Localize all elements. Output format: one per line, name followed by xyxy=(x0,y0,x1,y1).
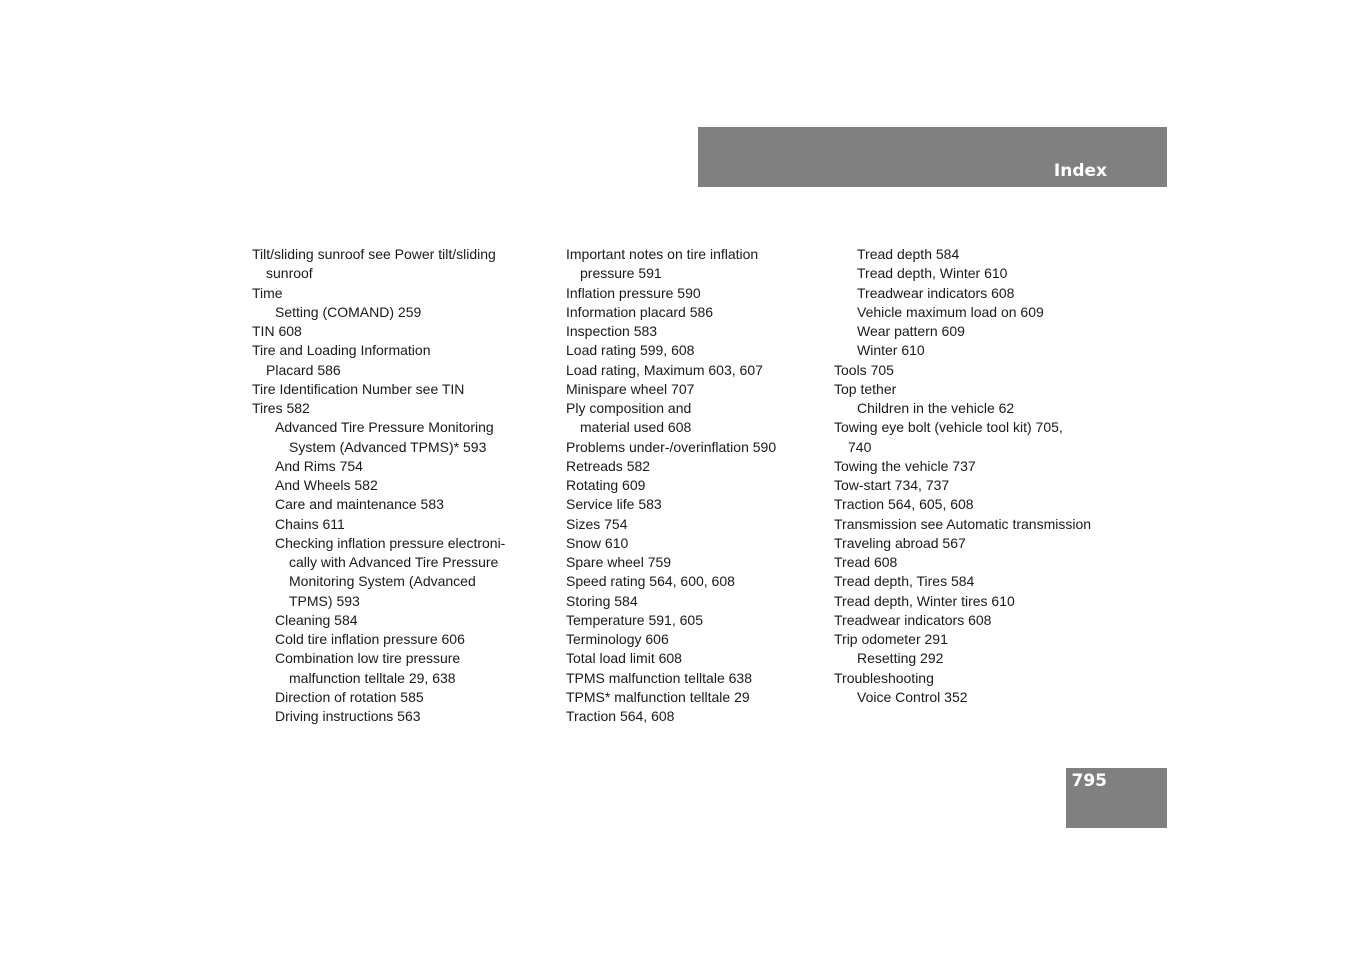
index-entry: Terminology 606 xyxy=(566,631,669,647)
index-entry: Time xyxy=(252,284,283,301)
index-subentry: Tread depth 584 xyxy=(857,246,960,262)
index-subentry: Combination low tire pressure xyxy=(275,650,461,667)
index-subentry: Winter 610 xyxy=(857,342,925,359)
index-subentry: Vehicle maximum load on 609 xyxy=(857,303,1044,320)
index-subentry: Advanced Tire Pressure Monitoring xyxy=(275,419,494,436)
index-entry-continuation: pressure 591 xyxy=(580,265,662,282)
index-entry: Retreads 582 xyxy=(566,457,651,474)
index-subentry: Cleaning 584 xyxy=(275,611,358,628)
index-entry: Tools 705 xyxy=(834,361,894,378)
index-entry-continuation: cally with Advanced Tire Pressure xyxy=(289,554,499,570)
index-subentry: Driving instructions 563 xyxy=(275,708,421,724)
index-entry-continuation: TPMS) 593 xyxy=(289,592,360,609)
index-entry: Spare wheel 759 xyxy=(566,554,672,570)
index-entry: Inspection 583 xyxy=(566,323,658,339)
index-entry: Total load limit 608 xyxy=(566,650,682,667)
index-entry: Ply composition and xyxy=(566,400,692,416)
index-subentry: Children in the vehicle 62 xyxy=(857,400,1015,416)
index-entry-continuation: sunroof xyxy=(266,265,313,282)
index-subentry: Wear pattern 609 xyxy=(857,323,965,339)
index-entry: Inflation pressure 590 xyxy=(566,284,701,301)
index-entry: Tow-start 734, 737 xyxy=(834,477,950,493)
index-entry: TIN 608 xyxy=(252,323,302,339)
index-subentry: Care and maintenance 583 xyxy=(275,496,444,513)
index-entry: Temperature 591, 605 xyxy=(566,611,703,628)
index-entry-continuation: Monitoring System (Advanced xyxy=(289,573,476,590)
index-entry: Speed rating 564, 600, 608 xyxy=(566,573,735,590)
index-subentry: Direction of rotation 585 xyxy=(275,688,424,705)
index-entry: Tilt/sliding sunroof see Power tilt/sliding xyxy=(252,246,496,262)
index-column-1 xyxy=(252,245,542,726)
index-entry: Top tether xyxy=(834,380,897,397)
index-entry: Problems under-/overinflation 590 xyxy=(566,438,777,455)
index-entry: Tire Identification Number see TIN xyxy=(252,380,465,397)
index-entry-continuation: 740 xyxy=(848,438,872,455)
index-entry: Tires 582 xyxy=(252,400,310,416)
index-entry: TPMS* malfunction telltale 29 xyxy=(566,688,750,705)
index-entry: Load rating 599, 608 xyxy=(566,342,695,359)
index-entry: Traveling abroad 567 xyxy=(834,534,966,551)
page-number: 795 xyxy=(1071,771,1107,791)
index-entry: Trip odometer 291 xyxy=(834,631,948,647)
index-subentry: Checking inflation pressure electroni- xyxy=(275,534,506,551)
index-entry: Tread depth, Tires 584 xyxy=(834,573,975,590)
index-entry: Snow 610 xyxy=(566,534,629,551)
page-title: Index xyxy=(1053,161,1107,181)
index-subentry: And Wheels 582 xyxy=(275,477,378,493)
index-entry-continuation: System (Advanced TPMS)* 593 xyxy=(289,438,487,455)
index-entry: Traction 564, 608 xyxy=(566,708,675,724)
index-subentry: Treadwear indicators 608 xyxy=(857,284,1015,301)
index-entry: Information placard 586 xyxy=(566,303,714,320)
index-entry: Storing 584 xyxy=(566,592,638,609)
index-subentry: And Rims 754 xyxy=(275,457,363,474)
index-entry-continuation: material used 608 xyxy=(580,419,692,436)
index-entry: Towing eye bolt (vehicle tool kit) 705, xyxy=(834,419,1063,436)
index-subentry: Voice Control 352 xyxy=(857,688,968,705)
index-entry: Tread depth, Winter tires 610 xyxy=(834,592,1015,609)
index-entry: Minispare wheel 707 xyxy=(566,380,695,397)
index-entry-continuation: Placard 586 xyxy=(266,361,341,378)
index-entry: Rotating 609 xyxy=(566,477,646,493)
header-bar xyxy=(698,127,1167,187)
index-entry: Important notes on tire inflation xyxy=(566,246,759,262)
index-entry: Transmission see Automatic transmission xyxy=(834,515,1092,532)
index-entry-continuation: malfunction telltale 29, 638 xyxy=(289,669,456,686)
index-subentry: Chains 611 xyxy=(275,515,345,532)
index-entry: Troubleshooting xyxy=(834,669,934,686)
index-entry: Treadwear indicators 608 xyxy=(834,611,992,628)
index-column-3 xyxy=(834,245,1134,707)
index-entry: Tire and Loading Information xyxy=(252,342,431,359)
index-entry: TPMS malfunction telltale 638 xyxy=(566,669,752,686)
page-number-box xyxy=(1066,768,1167,828)
index-subentry: Tread depth, Winter 610 xyxy=(857,265,1008,282)
index-entry: Load rating, Maximum 603, 607 xyxy=(566,361,763,378)
index-entry: Service life 583 xyxy=(566,496,662,513)
index-subentry: Setting (COMAND) 259 xyxy=(275,303,422,320)
index-subentry: Resetting 292 xyxy=(857,650,944,667)
index-entry: Towing the vehicle 737 xyxy=(834,457,976,474)
index-entry: Sizes 754 xyxy=(566,515,628,532)
index-entry: Tread 608 xyxy=(834,554,898,570)
index-column-2 xyxy=(566,245,816,726)
index-entry: Traction 564, 605, 608 xyxy=(834,496,974,513)
index-subentry: Cold tire inflation pressure 606 xyxy=(275,631,465,647)
